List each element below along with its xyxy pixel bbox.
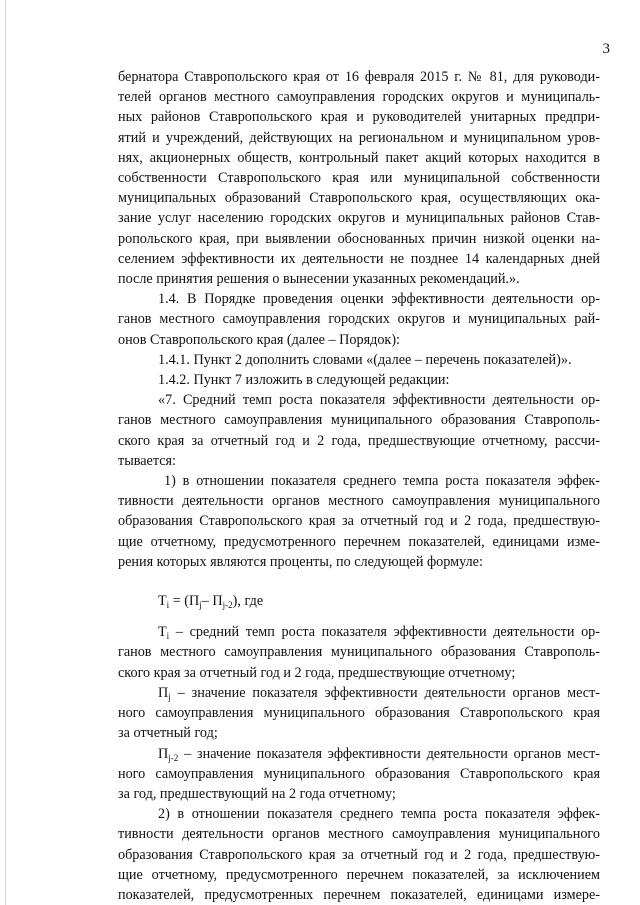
- text-line: тывается:: [118, 452, 176, 469]
- text-line: ского края за отчетный год и 2 года, предшествующие отчетному, рассчи-: [118, 432, 600, 449]
- text-line: за год, предшествующий на 2 года отчетному;: [118, 785, 396, 802]
- formula-text: – П: [201, 593, 223, 610]
- definition-subscript: j: [168, 691, 171, 702]
- text-line: после принятия решения о вынесении указанных рекомендаций.».: [118, 271, 520, 288]
- text-line: ятий и учреждений, действующих на региональном и муниципальном уров-: [118, 129, 600, 146]
- text-line: тивности деятельности органов местного самоуправления муниципального: [118, 493, 600, 510]
- definition-symbol: П: [158, 684, 169, 701]
- text-line: тивности деятельности органов местного самоуправления муниципального: [118, 826, 600, 843]
- text-line: ганов местного самоуправления муниципального образования Ставрополь-: [118, 412, 600, 429]
- definition-subscript: j-2: [168, 752, 179, 763]
- text-line: [118, 622, 600, 642]
- text-line: ных районов Ставропольского края и руководителей унитарных предпри-: [118, 109, 600, 126]
- text-line: муниципальных образований Ставропольского края, осуществляющих ока-: [118, 190, 600, 207]
- text-line: ского края за отчетный год и 2 года, предшествующие отчетному;: [118, 664, 516, 681]
- definition-text: – значение показателя эффективности деятельности органов мест-: [170, 684, 600, 701]
- text-line: нях, акционерных обществ, контрольный пакет акций которых находится в: [118, 149, 600, 166]
- definition-symbol: П: [158, 745, 169, 762]
- page-edge-line: [5, 0, 6, 905]
- text-line: ганов местного самоуправления муниципального образования Ставрополь-: [118, 644, 600, 661]
- definition-text: – средний темп роста показателя эффективности деятельности ор-: [169, 624, 600, 641]
- text-line: зание услуг населению городских округов и муниципальных районов Став-: [118, 210, 600, 227]
- formula: [118, 591, 600, 611]
- text-line: рения которых являются проценты, по следующей формуле:: [118, 553, 483, 570]
- document-body: [118, 67, 600, 905]
- text-line: [118, 683, 600, 703]
- text-line: ного самоуправления муниципального образования Ставропольского края: [118, 705, 600, 722]
- text-line: образования Ставропольского края за отчетный год и 2 года, предшествую-: [118, 513, 600, 530]
- definition-text: – значение показателя эффективности деятельности органов мест-: [178, 745, 600, 762]
- text-line: показателей, предусмотренных перечнем показателей, единицами измере-: [118, 886, 600, 903]
- formula-subscript: i: [166, 600, 170, 611]
- paragraph-clause-7: [118, 390, 600, 471]
- formula-text: = (П: [169, 593, 200, 610]
- text-line: онов Ставропольского края (далее – Порядок):: [118, 331, 400, 348]
- definition-subscript: i: [166, 631, 170, 642]
- text-line: 1.4.1. Пункт 2 дополнить словами «(далее – перечень показателей)».: [158, 351, 572, 368]
- definition-Pj2: [118, 744, 600, 805]
- definition-Pj: [118, 683, 600, 744]
- text-line: «7. Средний темп роста показателя эффективности деятельности ор-: [158, 392, 600, 409]
- definition-T: [118, 622, 600, 683]
- text-line: 1.4.2. Пункт 7 изложить в следующей редакции:: [158, 372, 450, 389]
- paragraph-1-4-2: [118, 370, 600, 390]
- paragraph-1-4-1: [118, 350, 600, 370]
- text-line: 1) в отношении показателя среднего темпа роста показателя эффек-: [164, 473, 600, 490]
- page-number: 3: [602, 41, 610, 57]
- text-line: щие отчетному, предусмотренного перечнем показателей, за исключением: [118, 866, 600, 883]
- text-line: ропольского края, при выявлении обоснованных причин низкой оценки на-: [118, 230, 600, 247]
- paragraph-1-4: [118, 289, 600, 350]
- text-line: 1.4. В Порядке проведения оценки эффективности деятельности ор-: [158, 291, 600, 308]
- text-line: ного самоуправления муниципального образования Ставропольского края: [118, 765, 600, 782]
- text-line: образования Ставропольского края за отчетный год и 2 года, предшествую-: [118, 846, 600, 863]
- text-line: за отчетный год;: [118, 725, 218, 742]
- definition-symbol: T: [158, 624, 167, 641]
- formula-symbol: T: [158, 593, 167, 610]
- text-line: щие отчетному, предусмотренного перечнем показателей, единицами изме-: [118, 533, 600, 550]
- text-line: бернатора Ставропольского края от 16 февраля 2015 г. № 81, для руководи-: [118, 69, 600, 85]
- text-line: 2) в отношении показателя среднего темпа роста показателя эффек-: [158, 806, 600, 823]
- text-line: ганов местного самоуправления городских округов и муниципальных рай-: [118, 311, 600, 328]
- formula-text: ), где: [232, 593, 264, 610]
- paragraph-item-2: [118, 804, 600, 905]
- formula-subscript: j: [199, 600, 202, 611]
- paragraph-continuation: [118, 67, 600, 289]
- paragraph-item-1: [118, 471, 600, 572]
- text-line: собственности Ставропольского края или муниципальной собственности: [118, 170, 600, 187]
- text-line: селением эффективности их деятельности не позднее 14 календарных дней: [118, 250, 600, 267]
- formula-subscript: j-2: [222, 600, 233, 611]
- text-line: [118, 744, 600, 764]
- text-line: телей органов местного самоуправления городских округов и муниципаль-: [118, 89, 600, 106]
